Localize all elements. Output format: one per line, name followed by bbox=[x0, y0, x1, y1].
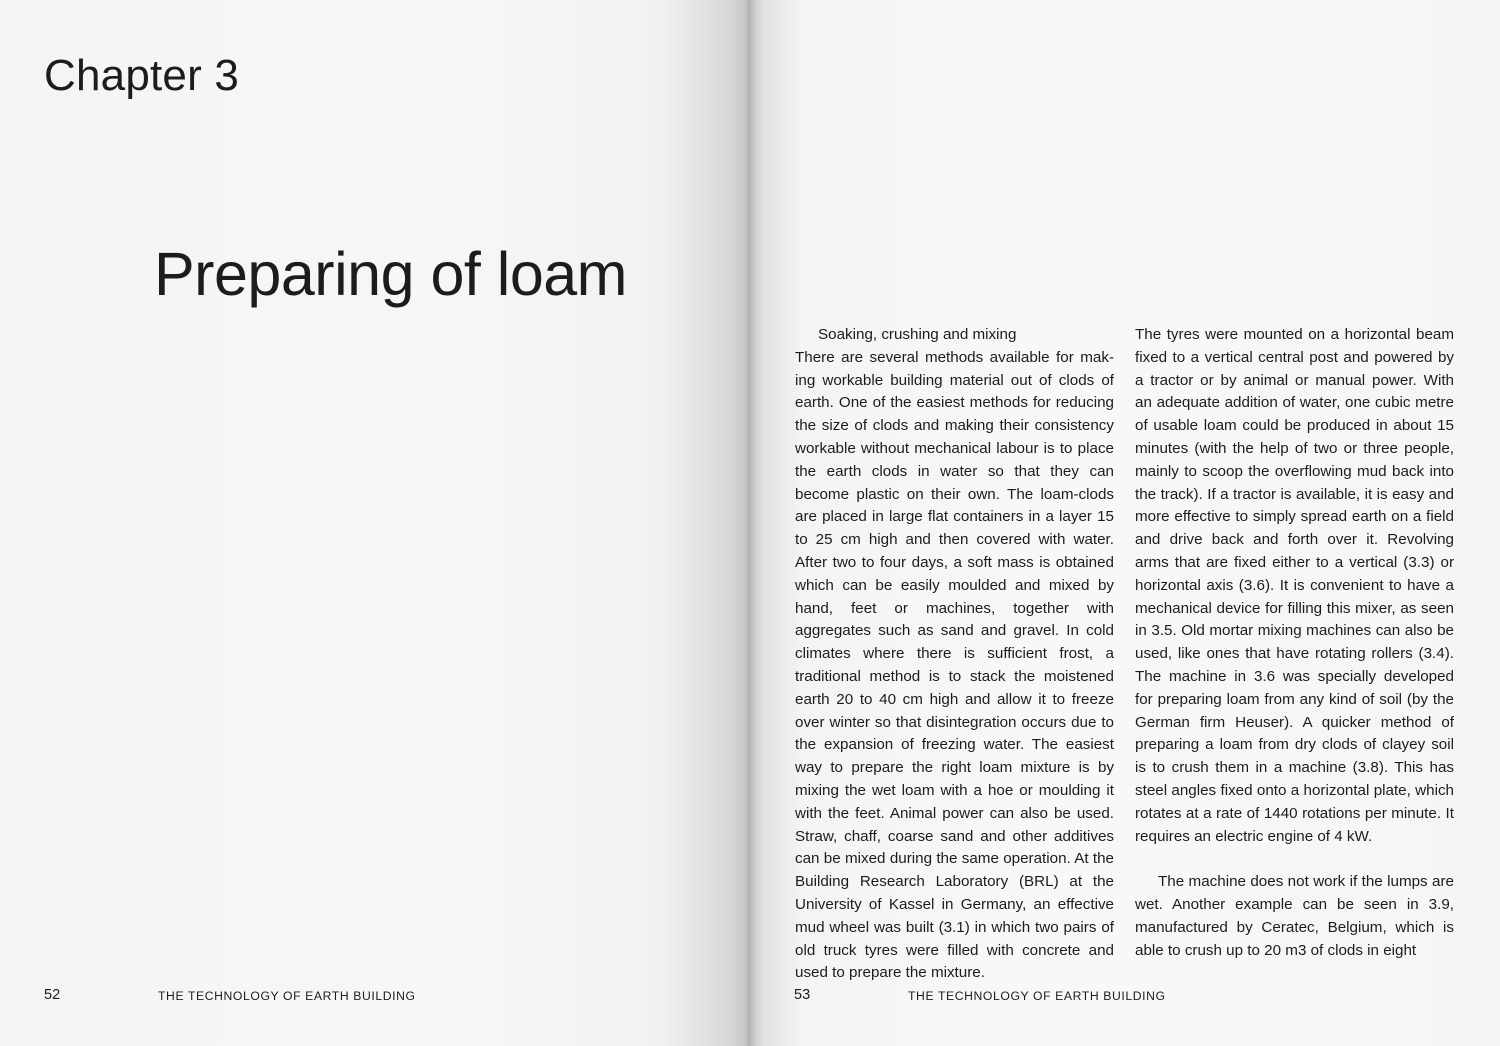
chapter-label: Chapter 3 bbox=[44, 51, 240, 100]
text-column-2 bbox=[1135, 324, 1454, 962]
paragraph-spacer bbox=[1135, 848, 1454, 871]
book-spine-shadow bbox=[744, 0, 756, 1046]
text-column-1 bbox=[795, 324, 1114, 985]
chapter-title: Preparing of loam bbox=[154, 240, 627, 308]
right-page bbox=[750, 0, 1500, 1046]
page-number-left: 52 bbox=[44, 987, 61, 1003]
body-paragraph: The machine does not work if the lumps are wet. Another example can be seen in 3.9, manufactured by Ceratec, Belgium, which is able to crush up to 20 m3 of clods in eight bbox=[1135, 873, 1454, 959]
body-paragraph: The tyres were mounted on a horizontal beam fixed to a vertical central post and powered by a tractor or by animal or manual power. With an adequate addition of water, one cubic metre of usable loam could be produced in about 15 minutes (with the help of two or three people, mainly to scoop the overflowing mud back into the track). If a tractor is available, it is easy and more effective to simply spread earth on a field and drive back and forth over it. Revolving arms that are fixed either to a vertical (3.3) or horizontal axis (3.6). It is convenient to have a mechanical device for filling this mixer, as seen in 3.5. Old mortar mixing machines can also be used, like ones that have rotating rollers (3.4). The machine in 3.6 was specially developed for preparing loam from any kind of soil (by the German firm Heuser). A quicker method of preparing a loam from dry clods of clayey soil is to crush them in a machine (3.8). This has steel angles fixed onto a horizontal plate, which rotates at a rate of 1440 rotations per minute. It requires an electric engine of 4 kW. bbox=[1135, 326, 1454, 845]
body-paragraph: There are several methods available for making workable building material out of clods of earth. One of the easiest methods for reducing the size of clods and making their consistency workable without mechanical labour is to place the earth clods in water so that they can become plastic on their own. The loam-clods are placed in large flat containers in a layer 15 to 25 cm high and then covered with water. After two to four days, a soft mass is obtained which can be easily moulded and mixed by hand, feet or machines, together with aggregates such as sand and gravel. In cold climates where there is sufficient frost, a traditional method is to stack the moistened earth 20 to 40 cm high and allow it to freeze over winter so that disintegration occurs due to the expansion of freezing water. The easiest way to prepare the right loam mixture is by mixing the wet loam with a hoe or moulding it with the feet. Animal power can also be used. Straw, chaff, coarse sand and other additives can be mixed during the same operation. At the Building Research Laboratory (BRL) at the University of Kassel in Germany, an effective mud wheel was built (3.1) in which two pairs of old truck tyres were filled with concrete and used to prepare the mixture. bbox=[795, 348, 1114, 982]
page-number-right: 53 bbox=[794, 987, 811, 1003]
section-heading: Soaking, crushing and mixing bbox=[818, 326, 1017, 343]
running-head-right: THE TECHNOLOGY OF EARTH BUILDING bbox=[908, 989, 1166, 1003]
running-head-left: THE TECHNOLOGY OF EARTH BUILDING bbox=[158, 989, 416, 1003]
